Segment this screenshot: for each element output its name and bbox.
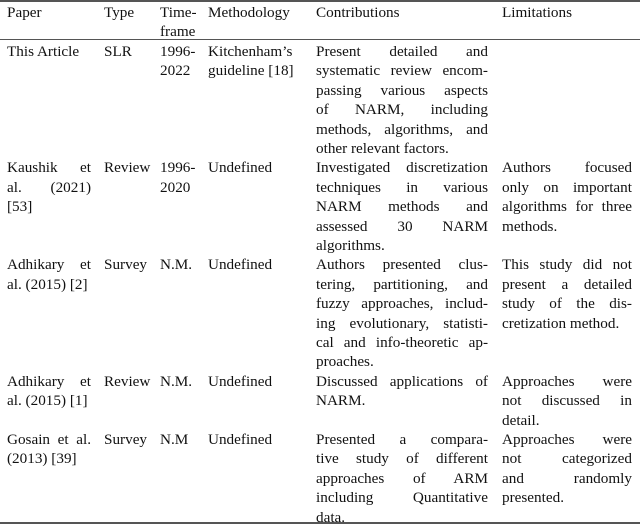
cell-line: al. (2015) [2]	[7, 275, 88, 293]
cell-line: 1996-	[160, 43, 196, 60]
cell-line: systematic review encom-	[316, 62, 488, 80]
cell-line: Methodology	[208, 4, 290, 21]
cell-line: Limitations	[502, 4, 573, 21]
cell-line: and randomly	[502, 469, 632, 487]
cell-line: Present detailed and	[316, 43, 488, 60]
cell-line: approaches of ARM	[316, 469, 488, 487]
cell-line: Approaches were	[502, 431, 632, 448]
cell-line: detail.	[502, 411, 540, 429]
cell-line: Undefined	[208, 159, 273, 177]
cell-line: This study did not	[502, 256, 632, 274]
cell-line: methods.	[502, 217, 558, 235]
cell-line: Discussed applications of	[316, 372, 488, 390]
cell-line: algorithms.	[316, 236, 385, 254]
cell-line: N.M	[160, 431, 189, 448]
cell-line: study of the dis-	[502, 295, 632, 313]
cell-line: (2013) [39]	[7, 450, 77, 468]
cell-limitations	[502, 430, 632, 508]
cell-line: Paper	[7, 4, 42, 21]
cell-line: ing evolutionary, statisti-	[316, 314, 488, 332]
cell-contributions	[316, 158, 488, 255]
cell-timeframe	[160, 430, 202, 449]
cell-limitations	[502, 372, 632, 430]
cell-line: methods, algorithms, and	[316, 120, 488, 138]
cell-type	[104, 372, 154, 391]
cell-line: present a detailed	[502, 275, 632, 293]
cell-line: Presented a compara-	[316, 431, 488, 448]
cell-paper	[7, 42, 91, 61]
cell-paper	[7, 158, 91, 216]
cell-contributions	[316, 430, 488, 527]
cell-timeframe	[160, 158, 202, 197]
cell-line: N.M.	[160, 372, 193, 390]
cell-limitations	[502, 158, 632, 236]
cell-line: Kitchenham’s	[208, 43, 293, 60]
cell-methodology	[208, 42, 312, 81]
cell-line: only on important	[502, 178, 632, 196]
cell-line: This Article	[7, 43, 80, 60]
cell-methodology	[208, 372, 312, 391]
cell-timeframe	[160, 372, 202, 391]
cell-line: passing various aspects	[316, 81, 488, 99]
cell-line: Type	[104, 4, 135, 21]
cell-contributions	[316, 42, 488, 158]
cell-line: N.M.	[160, 256, 193, 274]
cell-type	[104, 42, 154, 61]
cell-line: other relevant factors.	[316, 139, 449, 157]
cell-line: assessed 30 NARM	[316, 217, 488, 235]
cell-line: cretization method.	[502, 314, 620, 332]
cell-paper	[7, 430, 91, 469]
cell-line: NARM methods and	[316, 198, 488, 216]
cell-line: Review	[104, 159, 151, 177]
cell-line: including Quantitative	[316, 489, 488, 507]
cell-line: proaches.	[316, 353, 374, 371]
cell-type	[104, 255, 154, 274]
cell-line: 1996-	[160, 159, 196, 177]
cell-line: fuzzy approaches, includ-	[316, 295, 488, 313]
cell-contributions	[316, 255, 488, 371]
cell-line: [53]	[7, 198, 33, 216]
cell-line: cal and info-theoretic ap-	[316, 333, 488, 351]
cell-methodology	[208, 430, 312, 449]
cell-line: Investigated discretization	[316, 159, 488, 177]
cell-line: tering, partitioning, and	[316, 275, 488, 293]
cell-type	[104, 3, 154, 22]
cell-line: Adhikary et	[7, 372, 91, 390]
cell-methodology	[208, 3, 312, 22]
cell-paper	[7, 372, 91, 411]
cell-line: presented.	[502, 489, 564, 507]
cell-line: not discussed in	[502, 392, 632, 410]
cell-line: frame	[160, 23, 196, 41]
cell-line: Kaushik et	[7, 159, 91, 177]
cell-line: Survey	[104, 256, 148, 274]
cell-line: Gosain et al.	[7, 431, 91, 448]
cell-line: al. (2015) [1]	[7, 392, 88, 410]
cell-line: Authors presented clus-	[316, 256, 488, 274]
cell-contributions	[316, 372, 488, 411]
cell-line: Review	[104, 372, 151, 390]
cell-line: Adhikary et	[7, 256, 91, 274]
cell-line: al. (2021)	[7, 178, 91, 196]
cell-methodology	[208, 158, 312, 177]
cell-type	[104, 158, 154, 177]
cell-line: data.	[316, 508, 346, 526]
cell-line: Undefined	[208, 256, 273, 274]
cell-line: not categorized	[502, 450, 632, 468]
cell-line: 2022	[160, 62, 191, 80]
cell-timeframe	[160, 255, 202, 274]
cell-line: Approaches were	[502, 372, 632, 390]
cell-line: Survey	[104, 431, 148, 448]
cell-line: 2020	[160, 178, 191, 196]
cell-paper	[7, 3, 91, 22]
cell-limitations	[502, 3, 632, 22]
cell-type	[104, 430, 154, 449]
cell-line: of NARM, including	[316, 101, 488, 119]
cell-timeframe	[160, 42, 202, 81]
cell-timeframe	[160, 3, 202, 42]
cell-line: Time-	[160, 4, 197, 21]
header-rule	[0, 39, 640, 40]
cell-line: techniques in various	[316, 178, 488, 196]
cell-line: NARM.	[316, 392, 366, 410]
cell-line: tive study of different	[316, 450, 488, 468]
top-rule	[0, 0, 640, 2]
cell-line: Undefined	[208, 372, 273, 390]
cell-line: Contributions	[316, 4, 400, 21]
cell-methodology	[208, 255, 312, 274]
cell-line: Authors focused	[502, 159, 632, 177]
cell-line: SLR	[104, 43, 132, 60]
cell-line: guideline [18]	[208, 62, 294, 80]
cell-line: Undefined	[208, 431, 273, 448]
cell-paper	[7, 255, 91, 294]
cell-contributions	[316, 3, 488, 22]
cell-line: algorithms for three	[502, 198, 632, 216]
cell-limitations	[502, 255, 632, 333]
